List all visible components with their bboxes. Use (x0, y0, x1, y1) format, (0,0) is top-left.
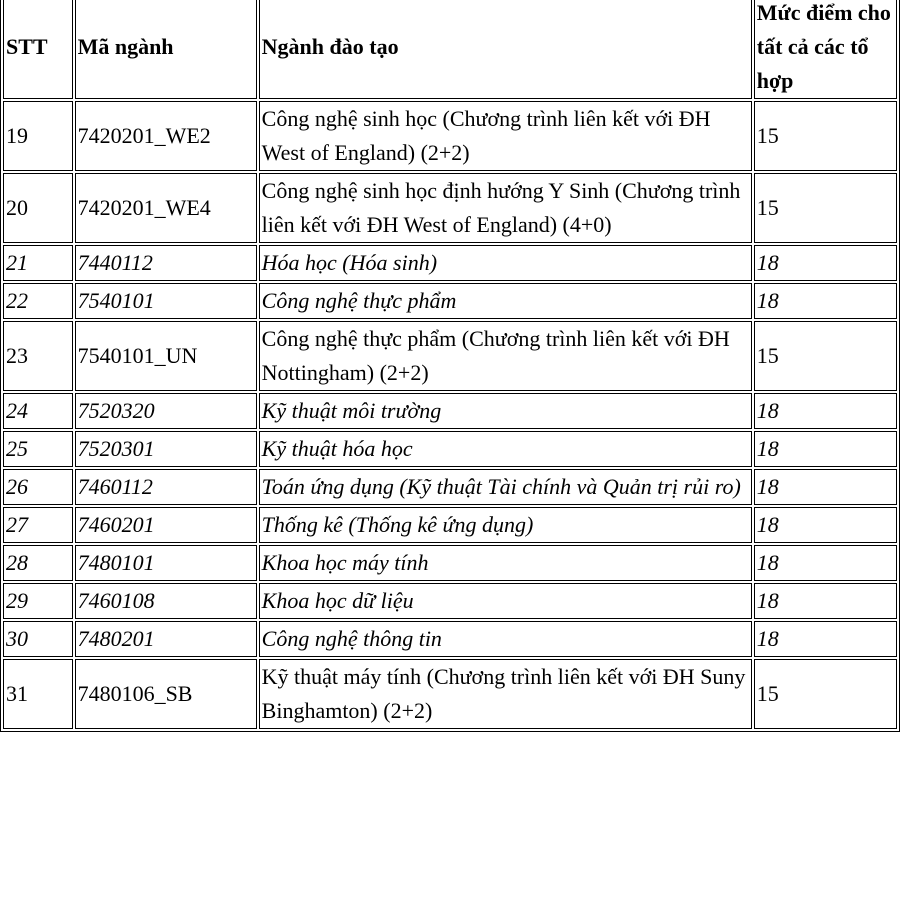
cell-stt: 30 (3, 621, 73, 657)
header-major-code: Mã ngành (75, 0, 257, 99)
cell-stt: 20 (3, 173, 73, 243)
cell-score: 15 (754, 101, 897, 171)
cell-stt: 21 (3, 245, 73, 281)
header-major-name: Ngành đào tạo (259, 0, 752, 99)
cell-major-code: 7540101 (75, 283, 257, 319)
cell-major-code: 7460112 (75, 469, 257, 505)
cell-major-name: Toán ứng dụng (Kỹ thuật Tài chính và Quản trị rủi ro) (259, 469, 752, 505)
table-row (3, 393, 897, 429)
table-row (3, 283, 897, 319)
cell-score: 18 (754, 507, 897, 543)
cell-major-name: Công nghệ thực phẩm (Chương trình liên kết với ĐH Nottingham) (2+2) (259, 321, 752, 391)
table-row (3, 101, 897, 171)
table-row (3, 173, 897, 243)
cell-stt: 19 (3, 101, 73, 171)
table-row (3, 321, 897, 391)
cell-stt: 29 (3, 583, 73, 619)
cell-stt: 22 (3, 283, 73, 319)
header-stt: STT (3, 0, 73, 99)
cell-stt: 25 (3, 431, 73, 467)
cell-major-name: Khoa học máy tính (259, 545, 752, 581)
cell-major-name: Công nghệ thông tin (259, 621, 752, 657)
cell-major-code: 7440112 (75, 245, 257, 281)
cell-major-code: 7420201_WE4 (75, 173, 257, 243)
cell-major-code: 7480201 (75, 621, 257, 657)
table-row (3, 583, 897, 619)
table-row (3, 469, 897, 505)
cell-score: 18 (754, 283, 897, 319)
cell-stt: 27 (3, 507, 73, 543)
cell-score: 15 (754, 173, 897, 243)
cell-score: 18 (754, 431, 897, 467)
table-header-row (3, 0, 897, 99)
cell-major-name: Công nghệ sinh học (Chương trình liên kết với ĐH West of England) (2+2) (259, 101, 752, 171)
cell-score: 18 (754, 245, 897, 281)
cell-score: 18 (754, 621, 897, 657)
cell-major-name: Thống kê (Thống kê ứng dụng) (259, 507, 752, 543)
cell-major-name: Công nghệ thực phẩm (259, 283, 752, 319)
cell-stt: 31 (3, 659, 73, 729)
cell-major-code: 7540101_UN (75, 321, 257, 391)
cell-major-name: Khoa học dữ liệu (259, 583, 752, 619)
cell-major-name: Kỹ thuật môi trường (259, 393, 752, 429)
cell-score: 18 (754, 393, 897, 429)
cell-score: 15 (754, 321, 897, 391)
cell-major-code: 7460201 (75, 507, 257, 543)
table-row (3, 621, 897, 657)
cell-score: 18 (754, 583, 897, 619)
cell-stt: 28 (3, 545, 73, 581)
cell-major-name: Kỹ thuật máy tính (Chương trình liên kết với ĐH Suny Binghamton) (2+2) (259, 659, 752, 729)
cell-major-code: 7520320 (75, 393, 257, 429)
cell-stt: 26 (3, 469, 73, 505)
table-row (3, 245, 897, 281)
table-row (3, 659, 897, 729)
cell-major-name: Công nghệ sinh học định hướng Y Sinh (Chương trình liên kết với ĐH West of England) (4+0) (259, 173, 752, 243)
cell-major-code: 7420201_WE2 (75, 101, 257, 171)
cell-major-code: 7480106_SB (75, 659, 257, 729)
cell-stt: 24 (3, 393, 73, 429)
cell-score: 15 (754, 659, 897, 729)
table-row (3, 507, 897, 543)
cell-major-name: Hóa học (Hóa sinh) (259, 245, 752, 281)
header-score: Mức điểm cho tất cả các tổ hợp (754, 0, 897, 99)
table-row (3, 545, 897, 581)
cell-major-code: 7460108 (75, 583, 257, 619)
cell-score: 18 (754, 545, 897, 581)
table-row (3, 431, 897, 467)
cell-stt: 23 (3, 321, 73, 391)
cell-major-code: 7520301 (75, 431, 257, 467)
cell-major-code: 7480101 (75, 545, 257, 581)
cell-score: 18 (754, 469, 897, 505)
cell-major-name: Kỹ thuật hóa học (259, 431, 752, 467)
table-body (3, 101, 897, 729)
